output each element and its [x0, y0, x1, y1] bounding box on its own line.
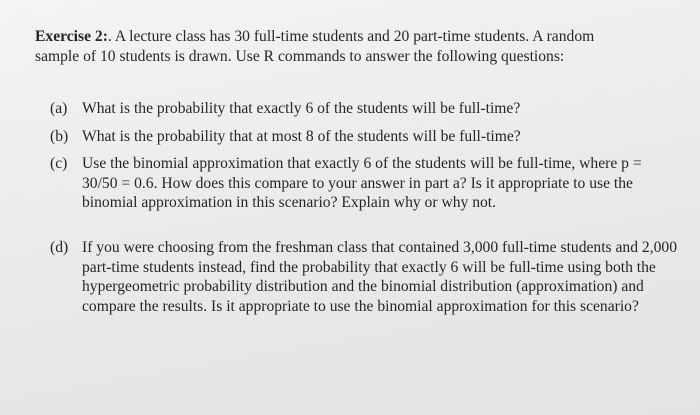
question-b-text: What is the probability that at most 8 of the students will be full-time? — [82, 128, 521, 145]
question-d-text: If you were choosing from the freshman class that contained 3,000 full-time students and 2,000 part-time students instead, find the probability that exactly 6 will be full-time using both the hypergeometric probability distribution and the binomial distribution (approximation) and compare the results. Is it appropriate to use the binomial approximation for this scenario? — [82, 239, 678, 315]
question-c-marker: (c) — [50, 155, 68, 172]
exercise-intro — [35, 27, 635, 67]
question-a-marker: (a) — [50, 100, 68, 117]
question-b-marker: (b) — [50, 128, 69, 145]
exercise-intro-text: . A lecture class has 30 full-time students and 20 part-time students. A random sample of 10 students is drawn. Use R commands to answer the following questions: — [35, 28, 595, 65]
exercise-label: Exercise 2: — [35, 28, 108, 45]
question-c-text: Use the binomial approximation that exactly 6 of the students will be full-time, where p = 30/50 = 0.6. How does this compare to your answer in part a? Is it appropriate to use the binomial approximation in this scenario? Explain why or why not. — [82, 155, 642, 211]
question-d-marker: (d) — [50, 239, 69, 256]
question-a-text: What is the probability that exactly 6 of the students will be full-time? — [82, 100, 521, 117]
